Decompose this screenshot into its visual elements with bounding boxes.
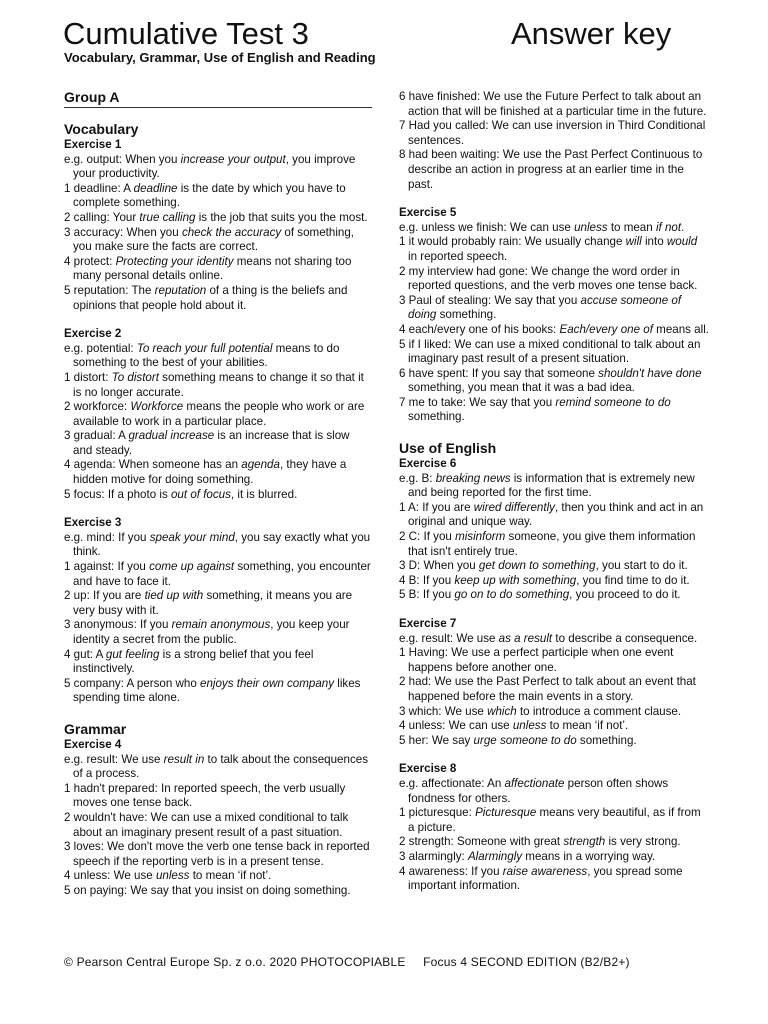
answer-item: 5 if I liked: We can use a mixed conditional to talk about an imaginary past result of a present situation. bbox=[399, 337, 701, 366]
italic-phrase: misinform bbox=[455, 530, 506, 544]
right-column bbox=[399, 90, 709, 908]
italic-phrase: go on to do something bbox=[454, 588, 570, 602]
answer-item: 1 distort: To distort something means to change it so that it is no longer accurate. bbox=[64, 370, 364, 399]
right-column-content bbox=[399, 90, 709, 894]
answer-item: 2 up: If you are tied up with something, it means you are very busy with it. bbox=[64, 589, 353, 617]
italic-phrase: true calling bbox=[139, 210, 196, 224]
italic-phrase: if not bbox=[655, 220, 682, 234]
answer-item: 3 D: When you get down to something, you start to do it. bbox=[399, 559, 688, 573]
exercise-6-block bbox=[399, 457, 709, 603]
answer-item: 7 Had you called: We can use inversion in Third Conditional sentences. bbox=[399, 119, 706, 147]
answer-item: 2 had: We use the Past Perfect to talk about an event that happened before the main events in a story. bbox=[399, 675, 696, 703]
answer-item: 7 me to take: We say that you remind someone to do something. bbox=[399, 395, 671, 424]
italic-phrase: get down to something bbox=[478, 559, 596, 573]
left-column-content bbox=[64, 120, 372, 899]
exercise-heading: Exercise 6 bbox=[399, 457, 457, 471]
answer-item: e.g. output: When you increase your output, you improve your productivity. bbox=[64, 152, 356, 181]
italic-phrase: To distort bbox=[111, 370, 159, 384]
exercise-8-block bbox=[399, 762, 709, 893]
section-heading-grammar: Grammar bbox=[64, 720, 127, 737]
exercise-heading: Exercise 5 bbox=[399, 206, 457, 220]
italic-phrase: gut feeling bbox=[105, 647, 160, 661]
exercise-heading: Exercise 8 bbox=[399, 762, 457, 776]
italic-phrase: gradual increase bbox=[128, 429, 215, 443]
answer-item: 5 reputation: The reputation of a thing is the beliefs and opinions that people hold about it. bbox=[64, 283, 348, 312]
italic-phrase: Workforce bbox=[130, 400, 184, 414]
answer-item: 5 B: If you go on to do something, you proceed to do it. bbox=[399, 588, 681, 602]
exercise-continuation-block bbox=[399, 90, 709, 192]
answer-item: 1 picturesque: Picturesque means very beautiful, as if from a picture. bbox=[399, 806, 701, 834]
answer-item: 4 unless: We can use unless to mean ‘if not’. bbox=[399, 719, 629, 733]
italic-phrase: Picturesque bbox=[475, 806, 537, 820]
copyright-notice: © Pearson Central Europe Sp. z o.o. 2020 PHOTOCOPIABLE bbox=[64, 955, 406, 969]
answer-item: e.g. B: breaking news is information that is extremely new and being reported for the first time. bbox=[399, 471, 695, 500]
italic-phrase: urge someone to do bbox=[473, 733, 577, 747]
italic-phrase: increase your output bbox=[180, 152, 286, 166]
italic-phrase: will bbox=[625, 235, 642, 249]
answer-item: 1 deadline: A deadline is the date by which you have to complete something. bbox=[64, 181, 346, 210]
exercise-heading: Exercise 4 bbox=[64, 737, 122, 751]
exercise-3-block bbox=[64, 516, 372, 706]
italic-phrase: check the accuracy bbox=[181, 225, 282, 239]
italic-phrase: remind someone to do bbox=[555, 395, 671, 409]
answer-item: 2 calling: Your true calling is the job that suits you the most. bbox=[64, 210, 368, 224]
italic-phrase: unless bbox=[155, 869, 190, 883]
exercise-1-block bbox=[64, 138, 372, 313]
italic-phrase: out of focus bbox=[170, 487, 231, 501]
answer-item: 2 wouldn't have: We can use a mixed conditional to talk about an imaginary present result of a past situation. bbox=[64, 810, 349, 839]
italic-phrase: strength bbox=[563, 835, 606, 849]
italic-phrase: as a result bbox=[498, 631, 553, 645]
italic-phrase: deadline bbox=[133, 181, 178, 195]
answer-item: 4 each/every one of his books: Each/every one of means all. bbox=[399, 322, 709, 336]
answer-item: 4 awareness: If you raise awareness, you spread some important information. bbox=[399, 864, 683, 893]
edition-label: Focus 4 SECOND EDITION (B2/B2+) bbox=[423, 955, 630, 969]
answer-item: 3 Paul of stealing: We say that you accuse someone of doing something. bbox=[399, 293, 682, 322]
italic-phrase: shouldn't have done bbox=[598, 366, 702, 380]
italic-phrase: raise awareness bbox=[502, 864, 588, 878]
answer-item: 2 workforce: Workforce means the people who work or are available to work in a particular place. bbox=[64, 400, 365, 428]
italic-phrase: Each/every one of bbox=[559, 322, 653, 336]
italic-phrase: To reach your full potential bbox=[136, 341, 273, 355]
answer-item: 3 gradual: A gradual increase is an increase that is slow and steady. bbox=[64, 429, 350, 457]
answer-item: 3 which: We use which to introduce a comment clause. bbox=[399, 704, 682, 718]
answer-item: 1 it would probably rain: We usually change will into would in reported speech. bbox=[399, 235, 698, 263]
italic-phrase: unless bbox=[574, 220, 608, 234]
answer-item: 5 focus: If a photo is out of focus, it is blurred. bbox=[64, 487, 298, 501]
italic-phrase: reputation bbox=[154, 283, 207, 297]
italic-phrase: would bbox=[666, 235, 698, 249]
answer-key-heading: Answer key bbox=[511, 16, 672, 51]
section-heading-use-of-english: Use of English bbox=[399, 440, 497, 457]
document-title: Cumulative Test 3 bbox=[63, 16, 309, 51]
answer-item: 4 agenda: When someone has an agenda, they have a hidden motive for doing something. bbox=[64, 458, 347, 487]
exercise-4-block bbox=[64, 738, 372, 899]
answer-item: 2 C: If you misinform someone, you give them information that isn't entirely true. bbox=[399, 530, 696, 558]
italic-phrase: which bbox=[487, 704, 517, 718]
italic-phrase: result in bbox=[163, 752, 205, 766]
left-column bbox=[64, 88, 372, 913]
italic-phrase: accuse someone of doing bbox=[408, 293, 682, 322]
answer-item: 1 hadn't prepared: In reported speech, the verb usually moves one tense back. bbox=[64, 781, 346, 810]
italic-phrase: remain anonymous bbox=[171, 618, 271, 632]
group-heading: Group A bbox=[64, 88, 372, 108]
answer-item: 3 accuracy: When you check the accuracy of something, you make sure the facts are correct. bbox=[64, 225, 355, 254]
answer-item: 5 company: A person who enjoys their own company likes spending time alone. bbox=[64, 676, 361, 705]
italic-phrase: wired differently bbox=[473, 500, 555, 514]
italic-phrase: breaking news bbox=[435, 471, 511, 485]
answer-item: e.g. mind: If you speak your mind, you say exactly what you think. bbox=[64, 530, 371, 559]
answer-item: 1 Having: We use a perfect participle when one event happens before another one. bbox=[399, 646, 674, 674]
italic-phrase: come up against bbox=[149, 560, 235, 574]
italic-phrase: keep up with something bbox=[454, 573, 577, 587]
exercise-heading: Exercise 2 bbox=[64, 327, 122, 341]
italic-phrase: tied up with bbox=[144, 589, 204, 603]
italic-phrase: enjoys their own company bbox=[200, 676, 335, 690]
answer-item: 4 unless: We use unless to mean ‘if not’. bbox=[64, 869, 272, 883]
italic-phrase: Protecting your identity bbox=[115, 254, 234, 268]
italic-phrase: speak your mind bbox=[149, 530, 235, 544]
answer-item: e.g. potential: To reach your full potential means to do something to the best of your abilities. bbox=[64, 341, 340, 370]
answer-item: 5 on paying: We say that you insist on doing something. bbox=[64, 883, 351, 897]
answer-item: 2 strength: Someone with great strength is very strong. bbox=[399, 835, 681, 849]
exercise-7-block bbox=[399, 617, 709, 748]
exercise-heading: Exercise 3 bbox=[64, 516, 122, 530]
answer-item: 5 her: We say urge someone to do something. bbox=[399, 733, 637, 747]
section-heading-vocabulary: Vocabulary bbox=[64, 121, 139, 137]
answer-item: 6 have spent: If you say that someone shouldn't have done something, you mean that it was a bad idea. bbox=[399, 366, 702, 395]
answer-item: 1 A: If you are wired differently, then you think and act in an original and unique way. bbox=[399, 500, 704, 529]
italic-phrase: agenda bbox=[241, 458, 280, 472]
answer-item: e.g. result: We use result in to talk about the consequences of a process. bbox=[64, 752, 368, 781]
answer-item: 4 gut: A gut feeling is a strong belief that you feel instinctively. bbox=[64, 647, 314, 676]
italic-phrase: affectionate bbox=[504, 776, 565, 790]
answer-item: 1 against: If you come up against something, you encounter and have to face it. bbox=[64, 560, 371, 588]
answer-item: 2 my interview had gone: We change the word order in reported questions, and the verb moves one tense back. bbox=[399, 264, 698, 293]
page-footer bbox=[64, 955, 644, 969]
answer-item: e.g. result: We use as a result to describe a consequence. bbox=[399, 631, 698, 645]
answer-item: 4 protect: Protecting your identity means not sharing too many personal details online. bbox=[64, 254, 352, 283]
italic-phrase: unless bbox=[512, 719, 547, 733]
answer-item: 3 anonymous: If you remain anonymous, you keep your identity a secret from the public. bbox=[64, 618, 350, 646]
answer-item: 6 have finished: We use the Future Perfect to talk about an action that will be finished at a particular time in the future. bbox=[399, 90, 707, 118]
answer-item: 3 alarmingly: Alarmingly means in a worrying way. bbox=[399, 849, 656, 863]
exercise-5-block bbox=[399, 206, 709, 425]
exercise-2-block bbox=[64, 327, 372, 502]
italic-phrase: Alarmingly bbox=[467, 849, 523, 863]
answer-item: 4 B: If you keep up with something, you find time to do it. bbox=[399, 573, 690, 587]
exercise-heading: Exercise 7 bbox=[399, 617, 457, 630]
document-subtitle: Vocabulary, Grammar, Use of English and Reading bbox=[64, 50, 376, 65]
answer-item: e.g. affectionate: An affectionate person often shows fondness for others. bbox=[399, 776, 669, 805]
answer-item: 3 loves: We don't move the verb one tense back in reported speech if the reporting verb is in a present tense. bbox=[64, 840, 370, 868]
answer-item: e.g. unless we finish: We can use unless to mean if not. bbox=[399, 220, 685, 234]
answer-item: 8 had been waiting: We use the Past Perfect Continuous to describe an action in progress at an earlier time in the past. bbox=[399, 148, 703, 191]
exercise-heading: Exercise 1 bbox=[64, 138, 122, 151]
